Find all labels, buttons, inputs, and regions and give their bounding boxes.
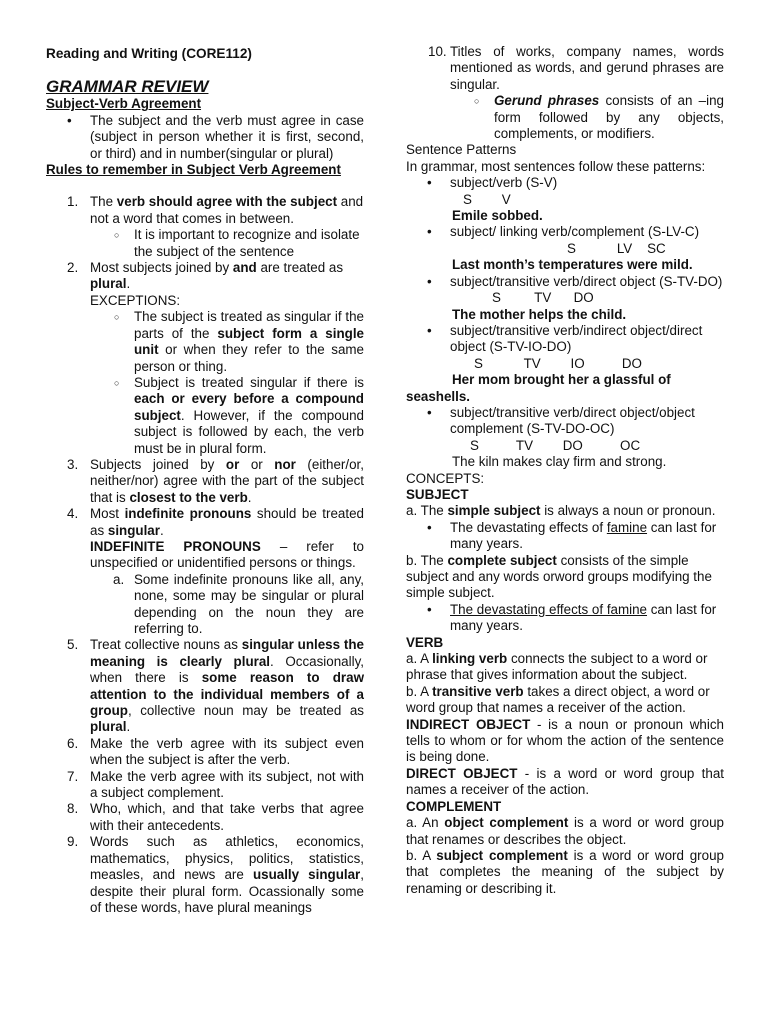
rule-number: 2. — [67, 260, 79, 276]
rule-text: should be treated as — [90, 506, 364, 538]
bullet-dot-icon: • — [427, 224, 432, 240]
rule-number: 5. — [67, 637, 79, 653]
rule-text: . — [126, 276, 131, 292]
rule-text: The subject is treated as singular if the parts of the — [134, 309, 364, 341]
rule-number: 3. — [67, 456, 79, 472]
sva-heading: Subject-Verb Agreement — [46, 96, 202, 112]
rule-text: . — [247, 489, 252, 505]
rule-text: consists of an –ing form followed by any objects, complements, or modifiers. — [494, 93, 724, 142]
rule-text: and not a word that comes in between. — [90, 194, 364, 226]
pattern-5 — [406, 405, 724, 438]
rule-bold: closest to the verb — [129, 489, 248, 505]
rule-text: Words such as athletics, economics, mathematics, physics, politics, statistics, measles, and news are — [90, 834, 364, 883]
rule-text: – refer to unspecified or unidentified persons or things. — [90, 538, 364, 571]
rule-10 — [406, 44, 724, 93]
pattern-text: subject/ linking verb/complement (S-LV-C) — [450, 224, 700, 240]
simple-subject-example — [406, 520, 724, 553]
subject-heading: SUBJECT — [406, 486, 469, 502]
pattern-4-example: Her mom brought her a glassful of seashells. — [406, 372, 671, 404]
rule-4-sub-a — [46, 572, 364, 638]
rule-text: . — [159, 522, 164, 538]
pattern-1 — [406, 175, 724, 191]
bullet-dot-icon: • — [427, 519, 432, 535]
rule-bold: singular unless the meaning is clearly plural — [90, 637, 364, 669]
intro-bullet-text: The subject and the verb must agree in case (subject in person whether it is first, second, or third) and in number(singular or plural) — [90, 112, 364, 161]
rule-10-sub — [406, 93, 724, 142]
def-bold: INDIRECT OBJECT — [406, 716, 531, 732]
example-text: can last for many years. — [450, 519, 717, 552]
pattern-2 — [406, 224, 724, 240]
rule-number: 7. — [67, 768, 79, 784]
right-column — [406, 44, 724, 897]
rule-number: 4. — [67, 506, 79, 522]
indirect-object-def — [406, 717, 724, 766]
left-column — [46, 44, 364, 916]
exception-2 — [46, 375, 364, 457]
grammar-review-title: GRAMMAR REVIEW — [46, 77, 209, 97]
subject-complement-def — [406, 848, 724, 897]
def-bold: DIRECT OBJECT — [406, 765, 518, 781]
pattern-text: subject/transitive verb/indirect object/direct object (S-TV-IO-DO) — [450, 322, 703, 355]
rule-bold: INDEFINITE PRONOUNS — [90, 538, 261, 554]
pattern-1-labels: S V — [463, 191, 511, 207]
transitive-verb-def — [406, 684, 724, 717]
rule-bold: or — [225, 456, 240, 472]
def-text: - is a word or word group that names a receiver of the action. — [406, 765, 724, 798]
pattern-3 — [406, 274, 724, 290]
rule-bold: indefinite pronouns — [124, 506, 252, 522]
rule-2 — [46, 260, 364, 293]
def-text: is always a noun or pronoun. — [540, 503, 716, 519]
example-underlined: famine — [606, 519, 648, 535]
def-bold: complete subject — [447, 552, 557, 568]
pattern-1-example: Emile sobbed. — [452, 208, 543, 224]
pattern-5-labels: S TV DO OC — [470, 437, 641, 453]
rule-sub-text: It is important to recognize and isolate the subject of the sentence — [134, 227, 360, 259]
indefinite-pronouns-definition — [46, 539, 364, 572]
patterns-heading: Sentence Patterns — [406, 142, 517, 158]
simple-subject-def — [406, 503, 724, 519]
rule-number: 8. — [67, 801, 79, 817]
pattern-4-labels: S TV IO DO — [474, 355, 642, 371]
rule-number: 1. — [67, 194, 79, 210]
example-underlined: The devastating effects of famine — [450, 601, 648, 617]
rule-text: are treated as — [256, 260, 344, 276]
circle-bullet-icon: ○ — [114, 230, 120, 241]
rule-number: 10. — [428, 44, 447, 59]
rule-text: Subject is treated singular if there is — [134, 374, 364, 390]
rule-bold: and — [232, 260, 257, 276]
def-text: b. A — [406, 683, 433, 699]
rule-text: or when they refer to the same person or thing. — [134, 342, 364, 374]
rule-1-sub — [46, 227, 364, 260]
complete-subject-def — [406, 553, 724, 602]
pattern-text: subject/verb (S-V) — [450, 175, 558, 191]
verb-heading: VERB — [406, 634, 444, 650]
intro-bullet — [46, 113, 364, 162]
rule-text: Make the verb agree with its subject even when the subject is after the verb. — [90, 735, 364, 768]
def-text: b. The — [406, 552, 448, 568]
rule-text: or — [239, 456, 275, 472]
rule-bold: Gerund phrases — [494, 93, 600, 109]
rule-text: The — [90, 194, 117, 210]
pattern-text: subject/transitive verb/direct object (S-TV-DO) — [450, 273, 723, 289]
rule-bold: plural — [90, 276, 127, 292]
def-text: - is a noun or pronoun which tells to whom or for whom the action of the sentence is being done. — [406, 716, 724, 765]
complement-heading: COMPLEMENT — [406, 798, 502, 814]
pattern-3-labels: S TV DO — [492, 290, 594, 306]
rule-bold: each or every before a compound subject — [134, 391, 364, 423]
circle-bullet-icon: ○ — [474, 96, 480, 107]
def-bold: object complement — [444, 815, 569, 831]
linking-verb-def — [406, 651, 724, 684]
rule-bold: verb should agree with the subject — [116, 194, 338, 210]
concepts-heading: CONCEPTS: — [406, 470, 485, 486]
bullet-dot-icon: • — [427, 601, 432, 617]
rule-1 — [46, 194, 364, 227]
pattern-text: subject/transitive verb/direct object/object complement (S-TV-DO-OC) — [450, 404, 695, 437]
bullet-dot-icon: • — [427, 175, 432, 191]
def-text: is a word or word group that renames or describes the object. — [406, 815, 724, 847]
rule-4 — [46, 506, 364, 539]
rule-text: Who, which, and that take verbs that agree with their antecedents. — [90, 801, 364, 833]
def-text: takes a direct object, a word or word group that names a receiver of the action. — [406, 683, 710, 716]
rule-text: , despite their plural form. Ocassionally some of these words, have plural meanings — [90, 867, 364, 915]
rule-5 — [46, 637, 364, 735]
rule-8 — [46, 801, 364, 834]
rule-text: , collective noun may be treated as — [127, 703, 364, 719]
pattern-5-example: The kiln makes clay firm and strong. — [452, 454, 667, 470]
def-bold: subject complement — [436, 847, 568, 863]
bullet-dot-icon: • — [67, 112, 72, 128]
pattern-2-example: Last month’s temperatures were mild. — [452, 257, 693, 273]
def-bold: simple subject — [447, 503, 541, 519]
def-text: a. A — [406, 651, 433, 667]
course-title: Reading and Writing (CORE112) — [46, 46, 252, 61]
bullet-dot-icon: • — [427, 322, 432, 338]
rule-9 — [46, 834, 364, 916]
rule-text: Make the verb agree with its subject, not with a subject complement. — [90, 768, 364, 801]
rule-bold: some reason to draw attention to the individual members of a group — [90, 670, 364, 719]
rule-bold: subject form a single unit — [134, 325, 364, 358]
rule-3 — [46, 457, 364, 506]
rule-text: Titles of works, company names, words mentioned as words, and gerund phrases are singular. — [450, 44, 724, 92]
rule-text: Subjects joined by — [90, 456, 226, 472]
patterns-intro: In grammar, most sentences follow these patterns: — [406, 158, 706, 174]
example-text: The devastating effects of — [450, 519, 607, 535]
circle-bullet-icon: ○ — [114, 377, 120, 388]
direct-object-def — [406, 766, 724, 799]
def-text: a. An — [406, 815, 445, 831]
sub-letter: a. — [113, 571, 125, 587]
rule-text: . Occasionally, when there is — [90, 653, 364, 686]
rule-text: Treat collective nouns as — [90, 637, 242, 653]
circle-bullet-icon: ○ — [114, 312, 120, 323]
rule-text: Most — [90, 506, 125, 522]
rule-bold: plural — [90, 719, 127, 735]
def-text: b. A — [406, 847, 437, 863]
pattern-3-example: The mother helps the child. — [452, 306, 627, 322]
example-text: can last for many years. — [450, 601, 717, 634]
rule-text: . — [126, 719, 131, 735]
rule-bold: usually singular — [252, 867, 361, 883]
bullet-dot-icon: • — [427, 273, 432, 289]
exception-1 — [46, 309, 364, 375]
def-text: consists of the simple subject and any words orword groups modifying the simple subject. — [406, 552, 712, 601]
def-bold: linking verb — [432, 651, 508, 667]
rule-bold: nor — [274, 456, 296, 472]
object-complement-def — [406, 815, 724, 848]
rule-text: (either/or, neither/nor) agree with the part of the subject that is — [90, 456, 364, 505]
bullet-dot-icon: • — [427, 404, 432, 420]
rule-text: Most subjects joined by — [90, 260, 233, 276]
rule-sub-text: Some indefinite pronouns like all, any, none, some may be singular or plural depending on the noun they are referring to. — [134, 571, 364, 636]
rule-number: 9. — [67, 834, 79, 850]
def-text: is a word or word group that completes the meaning of the subject by renaming or describing it. — [406, 847, 724, 896]
pattern-2-labels: S LV SC — [567, 240, 666, 256]
def-bold: transitive verb — [432, 683, 524, 699]
def-text: a. The — [406, 503, 448, 519]
rule-7 — [46, 769, 364, 802]
rules-heading: Rules to remember in Subject Verb Agreement — [46, 162, 341, 178]
complete-subject-example — [406, 602, 724, 635]
exceptions-label: EXCEPTIONS: — [90, 292, 181, 308]
pattern-4 — [406, 323, 724, 356]
rule-bold: singular — [107, 522, 160, 538]
def-text: connects the subject to a word or phrase that gives information about the subject. — [406, 651, 708, 683]
rule-number: 6. — [67, 735, 79, 751]
rule-6 — [46, 736, 364, 769]
rule-text: . However, if the compound subject is followed by each, the verb must be in plural form. — [134, 407, 364, 456]
